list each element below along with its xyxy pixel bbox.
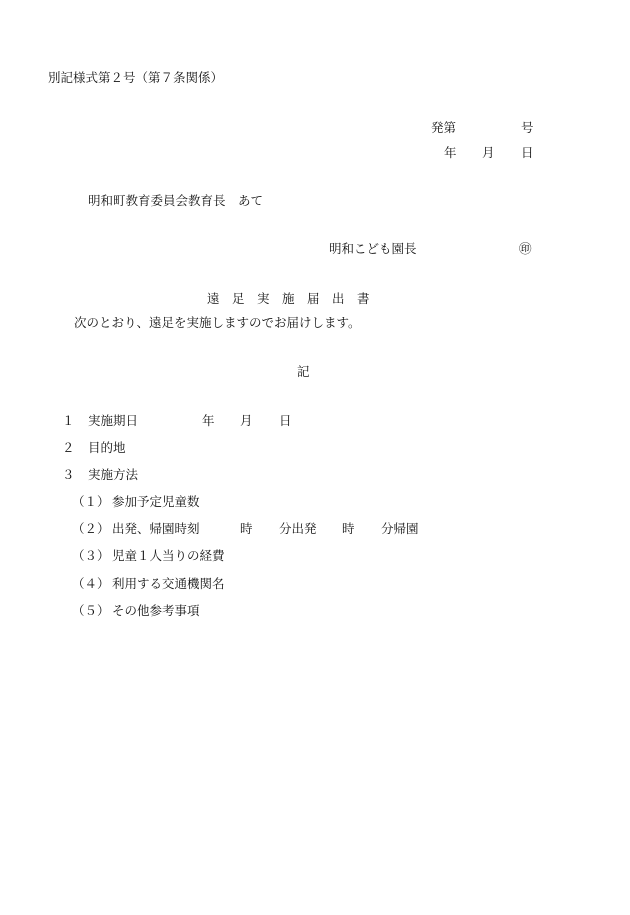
item-1-year: 年 [202, 413, 215, 428]
subitem-4-label: 利用する交通機関名 [112, 576, 225, 591]
item-1-month: 月 [240, 413, 253, 428]
subitem-1-label: 参加予定児童数 [112, 494, 200, 509]
addressee: 明和町教育委員会教育長 あて [88, 193, 264, 208]
subitem-3-number: （３） [72, 548, 110, 563]
subitem-4-number: （４） [72, 576, 110, 591]
item-1-day: 日 [279, 413, 292, 428]
issue-year: 年 [444, 145, 457, 160]
subitem-2-label: 出発、帰園時刻 [112, 521, 200, 536]
subitem-1-number: （１） [72, 494, 110, 509]
subitem-5-number: （５） [72, 603, 110, 618]
ki-heading: 記 [297, 364, 310, 379]
subitem-2-number: （２） [72, 521, 110, 536]
item-3-label: 実施方法 [88, 467, 139, 482]
subitem-5-label: その他参考事項 [112, 603, 200, 618]
seal-mark: ㊞ [519, 241, 532, 256]
subitem-2-min-depart: 分出発 [279, 521, 317, 536]
subitem-2-min-return: 分帰園 [381, 521, 419, 536]
intro-text: 次のとおり、遠足を実施しますのでお届けします。 [74, 315, 361, 330]
form-label: 別記様式第２号（第７条関係） [48, 70, 224, 85]
subitem-2-hour-return: 時 [342, 521, 355, 536]
issue-number-prefix: 発第 [431, 120, 457, 135]
item-2-number: ２ [62, 440, 75, 455]
item-3-number: ３ [62, 467, 75, 482]
issue-number-suffix: 号 [521, 120, 534, 135]
item-1-number: １ [62, 413, 75, 428]
issue-month: 月 [482, 145, 495, 160]
item-2-label: 目的地 [88, 440, 126, 455]
subitem-3-label: 児童１人当りの経費 [112, 548, 225, 563]
document-title: 遠 足 実 施 届 出 書 [207, 291, 370, 306]
item-1-label: 実施期日 [88, 413, 139, 428]
subitem-2-hour-depart: 時 [240, 521, 253, 536]
sender-name: 明和こども園長 [329, 241, 417, 256]
issue-day: 日 [521, 145, 534, 160]
